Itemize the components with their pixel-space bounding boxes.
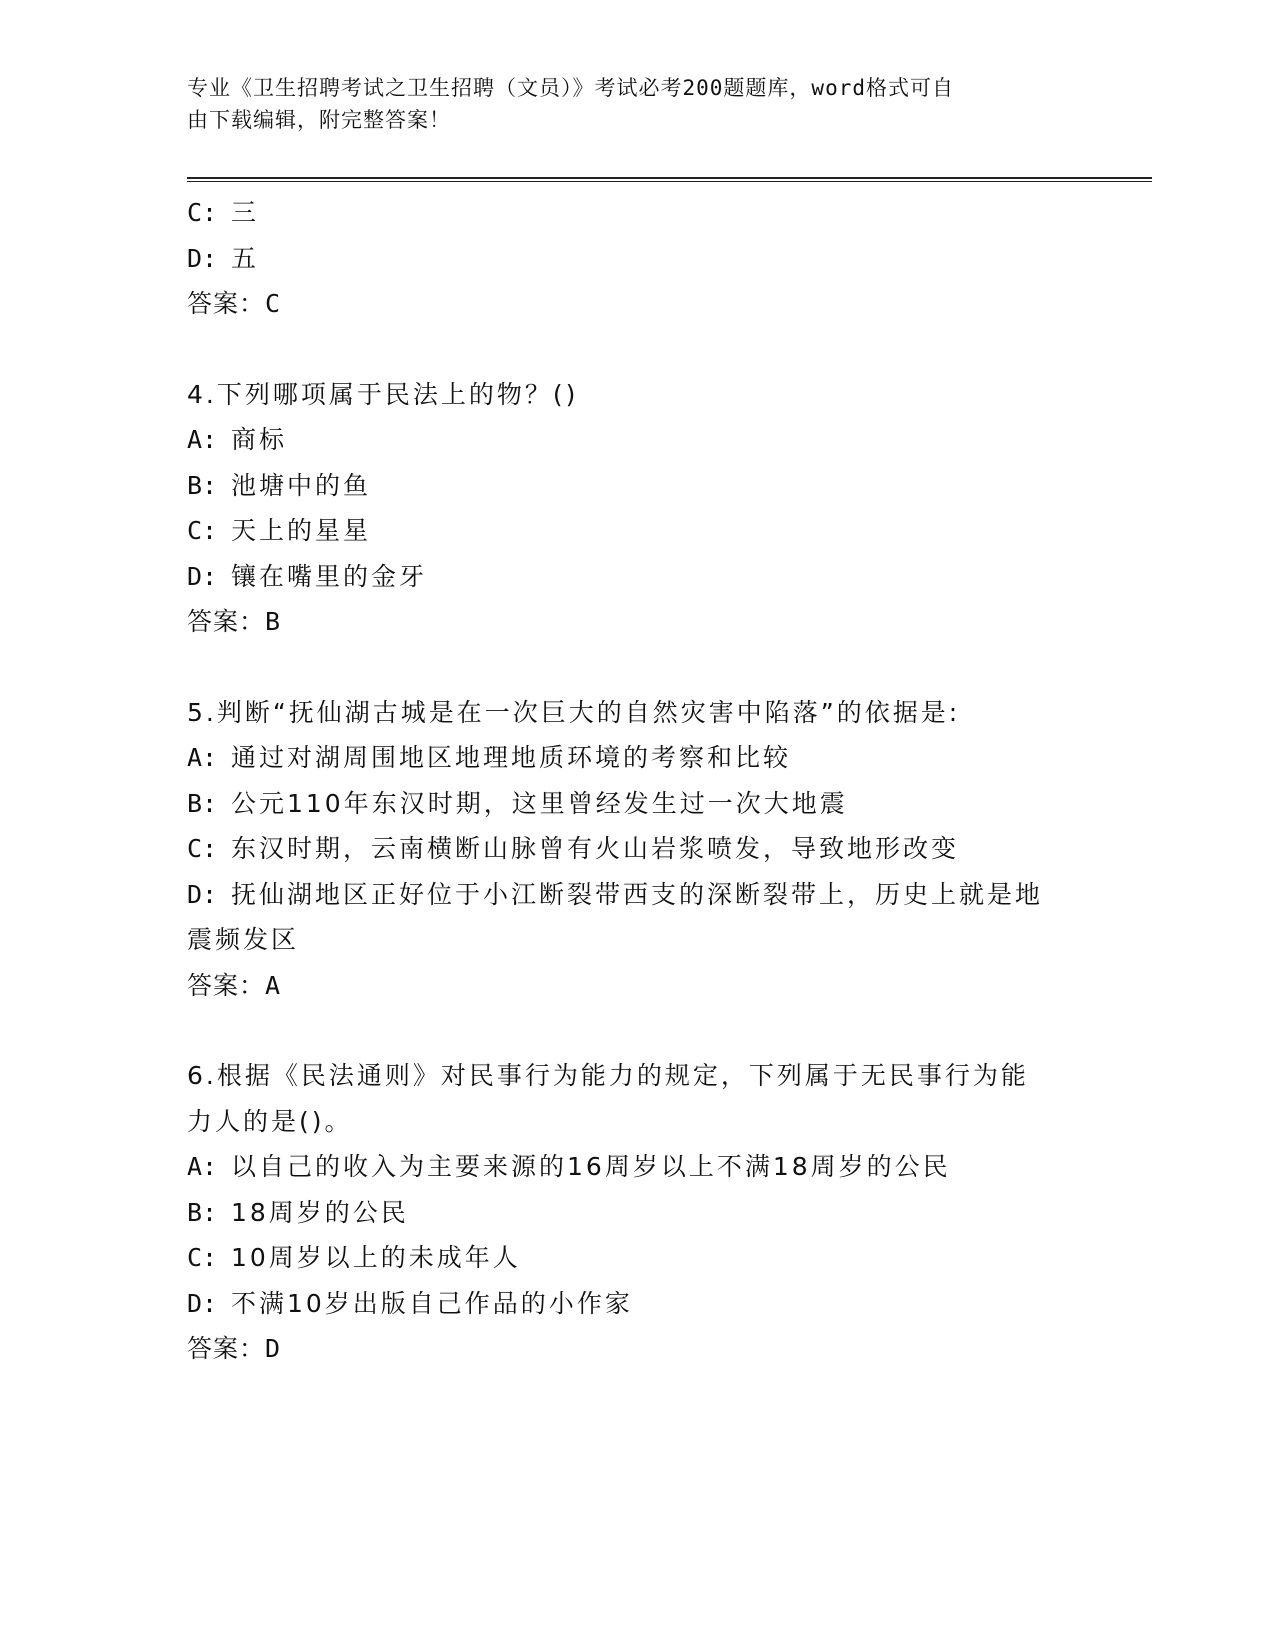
header-title-line-2: 由下载编辑，附完整答案！ [187, 108, 451, 132]
option-text: 商标 [231, 425, 288, 454]
option-d [187, 554, 1087, 600]
option-c [187, 508, 1087, 554]
option-label: B: [187, 788, 218, 818]
option-label: A: [187, 743, 218, 772]
question-stem: 4.下列哪项属于民法上的物？() [187, 379, 579, 409]
option-label: D: [187, 879, 218, 909]
option-label: A: [187, 425, 218, 454]
question-block-4 [187, 372, 1087, 645]
option-text: 通过对湖周围地区地理地质环境的考察和比较 [231, 743, 792, 772]
document-header [187, 72, 1087, 136]
option-c [187, 190, 1087, 236]
option-label: D: [187, 1288, 218, 1318]
question-stem: 5.判断“抚仙湖古城是在一次巨大的自然灾害中陷落”的依据是: [187, 697, 961, 727]
header-divider [187, 177, 1152, 182]
option-text: 抚仙湖地区正好位于小江断裂带西支的深断裂带上，历史上就是地 [231, 879, 1044, 909]
option-text: 18周岁的公民 [231, 1197, 409, 1227]
option-label: C: [187, 516, 218, 545]
option-d [187, 1281, 1087, 1327]
question-block-5 [187, 690, 1087, 1009]
answer-line: 答案：B [187, 607, 282, 636]
option-text: 池塘中的鱼 [231, 470, 372, 500]
document-body [187, 190, 1087, 1372]
option-text: 不满10岁出版自己作品的小作家 [231, 1288, 633, 1318]
answer-line: 答案：A [187, 970, 282, 1000]
question-block-partial [187, 190, 1087, 327]
option-d [187, 236, 1087, 282]
option-a [187, 417, 1087, 463]
option-text: 三 [231, 198, 260, 227]
option-label: D: [187, 561, 218, 591]
option-text: 五 [231, 243, 260, 273]
option-label: C: [187, 198, 218, 227]
option-text: 公元110年东汉时期，这里曾经发生过一次大地震 [231, 788, 848, 818]
answer-line: 答案：D [187, 1334, 282, 1363]
answer-line: 答案：C [187, 289, 282, 318]
option-b [187, 463, 1087, 509]
option-a [187, 1144, 1087, 1190]
option-d [187, 872, 1087, 918]
header-title-line-1: 专业《卫生招聘考试之卫生招聘（文员）》考试必考200题题库，word格式可自 [187, 76, 954, 100]
option-label: A: [187, 1152, 218, 1181]
option-c [187, 1235, 1087, 1281]
option-d-continuation: 震频发区 [187, 925, 300, 954]
option-c [187, 826, 1087, 872]
option-b [187, 1190, 1087, 1236]
option-label: C: [187, 1243, 218, 1272]
option-text: 镶在嘴里的金牙 [231, 561, 428, 591]
option-text: 以自己的收入为主要来源的16周岁以上不满18周岁的公民 [231, 1152, 951, 1181]
question-stem-continuation: 力人的是()。 [187, 1106, 353, 1136]
option-text: 天上的星星 [231, 516, 372, 545]
question-block-6 [187, 1053, 1087, 1372]
option-text: 10周岁以上的未成年人 [231, 1243, 521, 1272]
option-b [187, 781, 1087, 827]
option-label: B: [187, 470, 218, 500]
option-a [187, 735, 1087, 781]
question-stem: 6.根据《民法通则》对民事行为能力的规定，下列属于无民事行为能 [187, 1061, 1029, 1090]
option-text: 东汉时期，云南横断山脉曾有火山岩浆喷发，导致地形改变 [231, 834, 960, 863]
option-label: D: [187, 243, 218, 273]
option-label: C: [187, 834, 218, 863]
option-label: B: [187, 1197, 218, 1227]
